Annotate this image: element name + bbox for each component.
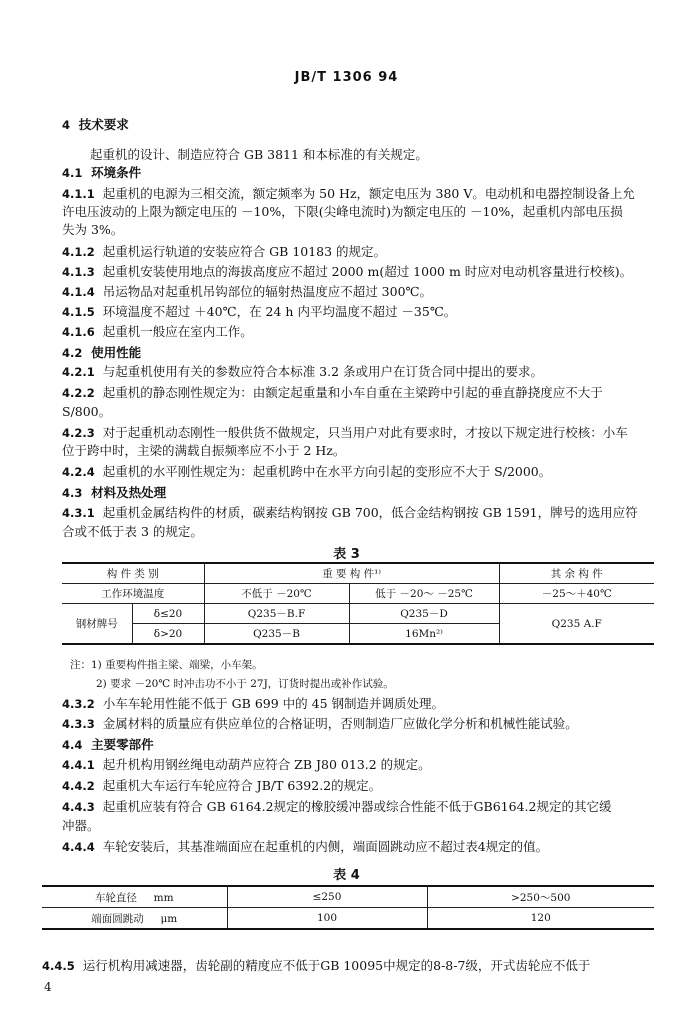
table-cell: 工作环境温度: [62, 584, 204, 604]
table-header-cell: 重 要 构 件¹⁾: [204, 563, 499, 584]
clause-4-2-1: 4.2.1 与起重机使用有关的参数应符合本标准 3.2 条或用户在订货合同中提出的要求。: [62, 364, 544, 379]
clause-4-2-2: 4.2.2 起重机的静态刚性规定为：由额定起重量和小车自重在主梁跨中引起的垂直静挠度应不大于: [62, 385, 603, 400]
clause-4-1-3: 4.1.3 起重机安装使用地点的海拔高度应不超过 2000 m(超过 1000 m 时应对电动机容量进行校核)。: [62, 264, 633, 279]
table-4-caption: 表 4: [333, 868, 360, 883]
page-header: JB/T 1306 94: [294, 70, 399, 85]
intro-paragraph: 起重机的设计、制造应符合 GB 3811 和本标准的有关规定。: [90, 147, 428, 162]
table-cell: 端面圆跳动 μm: [42, 908, 227, 930]
table-cell: 100: [227, 908, 427, 930]
page-number: 4: [44, 980, 52, 994]
table-cell: 不低于 －20℃: [204, 584, 349, 604]
table-cell: Q235－D: [349, 604, 499, 624]
clause-4-1-1: 4.1.1 起重机的电源为三相交流，额定频率为 50 Hz，额定电压为 380 V。电动机和电器控制设备上允: [62, 186, 635, 201]
clause-4-1-1-line2: 许电压波动的上限为额定电压的 －10%，下限(尖峰电流时)为额定电压的 －10%，起重机内部电压损: [62, 204, 623, 219]
table-cell: Q235－B.F: [204, 604, 349, 624]
table-cell: 钢材牌号: [62, 604, 132, 645]
clause-4-4-2: 4.4.2 起重机大车运行车轮应符合 JB/T 6392.2的规定。: [62, 778, 382, 793]
clause-4-4-1: 4.4.1 起升机构用钢丝绳电动葫芦应符合 ZB J80 013.2 的规定。: [62, 757, 431, 772]
table-3-note-2: 2) 要求 －20℃ 时冲击功不小于 27J，订货时提出或补作试验。: [96, 678, 394, 690]
table-cell: Q235－B: [204, 624, 349, 645]
table-cell: δ>20: [132, 624, 204, 645]
table-cell: δ≤20: [132, 604, 204, 624]
section-4-4-heading: 4.4 主要零部件: [62, 737, 154, 752]
clause-4-4-4: 4.4.4 车轮安装后，其基准端面应在起重机的内侧，端面圆跳动应不超过表4规定的值。: [62, 839, 549, 854]
table-header-cell: 构 件 类 别: [62, 563, 204, 584]
table-cell: >250～500: [427, 886, 654, 908]
clause-4-2-3: 4.2.3 对于起重机动态刚性一般供货不做规定，只当用户对此有要求时，才按以下规定进行校核：小车: [62, 425, 628, 440]
clause-4-2-2-line2: S/800。: [62, 404, 112, 419]
table-cell: 16Mn²⁾: [349, 624, 499, 645]
table-cell: Q235 A.F: [499, 604, 654, 645]
clause-4-4-5: 4.4.5 运行机构用减速器，齿轮副的精度应不低于GB 10095中规定的8-8-7级，开式齿轮应不低于: [42, 958, 591, 973]
clause-4-1-2: 4.1.2 起重机运行轨道的安装应符合 GB 10183 的规定。: [62, 244, 387, 259]
clause-4-2-3-line2: 位于跨中时，主梁的满载自振频率应不小于 2 Hz。: [62, 443, 346, 458]
clause-4-3-1: 4.3.1 起重机金属结构件的材质，碳素结构钢按 GB 700，低合金结构钢按 GB 1591，牌号的选用应符: [62, 505, 638, 520]
clause-4-4-3: 4.4.3 起重机应装有符合 GB 6164.2规定的橡胶缓冲器或综合性能不低于GB6164.2规定的其它缓: [62, 799, 612, 814]
clause-4-1-6: 4.1.6 起重机一般应在室内工作。: [62, 324, 253, 339]
table-3: [62, 562, 654, 645]
table-row: [62, 563, 654, 584]
clause-4-3-1-line2: 合或不低于表 3 的规定。: [62, 524, 203, 539]
clause-4-2-4: 4.2.4 起重机的水平刚性规定为：起重机跨中在水平方向引起的变形应不大于 S/2000。: [62, 464, 552, 479]
clause-4-3-2: 4.3.2 小车车轮用性能不低于 GB 699 中的 45 钢制造并调质处理。: [62, 696, 445, 711]
table-3-note-1: 注：1) 重要构件指主梁、端梁，小车架。: [70, 659, 263, 671]
table-cell: 车轮直径 mm: [42, 886, 227, 908]
section-4-1-heading: 4.1 环境条件: [62, 165, 142, 180]
clause-4-1-4: 4.1.4 吊运物品对起重机吊钩部位的辐射热温度应不超过 300℃。: [62, 284, 433, 299]
section-4-2-heading: 4.2 使用性能: [62, 345, 142, 360]
table-row: [42, 908, 654, 930]
table-header-cell: 其 余 构 件: [499, 563, 654, 584]
table-3-caption: 表 3: [333, 547, 360, 562]
table-cell: 120: [427, 908, 654, 930]
table-row: [62, 604, 654, 624]
section-4-3-heading: 4.3 材料及热处理: [62, 485, 167, 500]
table-row: [42, 886, 654, 908]
clause-4-1-1-line3: 失为 3%。: [62, 222, 124, 237]
table-4: [42, 885, 654, 930]
table-cell: －25～＋40℃: [499, 584, 654, 604]
table-cell: 低于 －20～ －25℃: [349, 584, 499, 604]
section-4-heading: 4 技术要求: [62, 117, 129, 132]
clause-4-1-5: 4.1.5 环境温度不超过 ＋40℃，在 24 h 内平均温度不超过 －35℃。: [62, 304, 457, 319]
table-row: [62, 584, 654, 604]
table-cell: ≤250: [227, 886, 427, 908]
clause-4-4-3-line2: 冲器。: [62, 818, 100, 833]
clause-4-3-3: 4.3.3 金属材料的质量应有供应单位的合格证明，否则制造厂应做化学分析和机械性能试验。: [62, 716, 578, 731]
